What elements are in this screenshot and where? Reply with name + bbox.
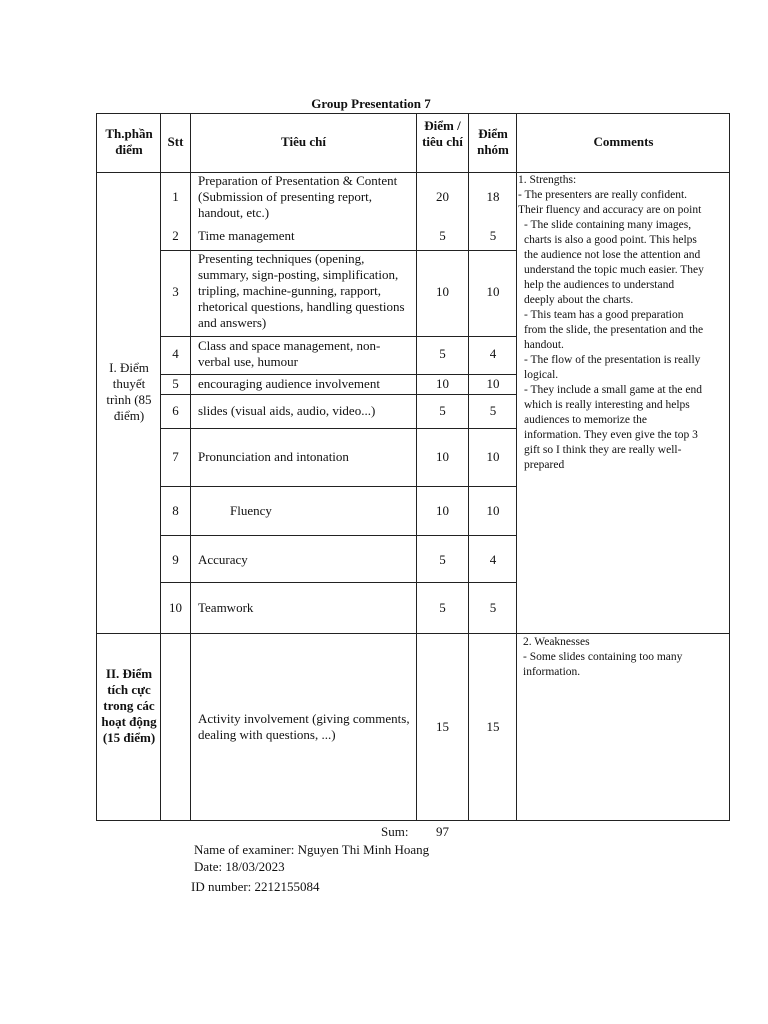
row9-score: 4 (489, 552, 497, 567)
table-border-bottom (96, 820, 730, 821)
row-divider-8-9 (160, 535, 517, 536)
row7-criteria: Pronunciation and intonation (198, 449, 349, 464)
comment-line: understand the topic much easier. They (524, 264, 704, 276)
header-section: Th.phần điểm (105, 126, 153, 157)
row1-criteria: Preparation of Presentation & Content (Submission of presenting report, handout, etc.) (198, 173, 398, 220)
score-table (96, 113, 730, 821)
comment-line: gift so I think they are really well- (524, 444, 682, 456)
col-divider-1 (160, 113, 161, 821)
row9-criteria: Accuracy (198, 552, 248, 567)
section1-label: I. Điểm thuyết trình (85 điểm) (106, 360, 152, 423)
comment-line: information. (523, 666, 581, 678)
comment-line: 2. Weaknesses (523, 636, 590, 648)
row10-max: 5 (439, 600, 446, 615)
row8-score: 10 (486, 503, 500, 518)
comments-strengths (517, 173, 729, 473)
row2-max: 5 (439, 228, 446, 243)
row6-stt: 6 (172, 403, 179, 418)
comment-line: - The slide containing many images, (524, 219, 692, 231)
row10-score: 5 (489, 600, 497, 615)
comment-line: 1. Strengths: (518, 174, 577, 186)
row8-criteria: Fluency (230, 503, 272, 518)
row4-max: 5 (439, 346, 446, 361)
comment-line: help the audiences to understand (524, 279, 675, 291)
row1-stt: 1 (172, 189, 179, 204)
comment-line: handout. (524, 339, 564, 351)
exam-date: Date: 18/03/2023 (194, 859, 285, 874)
section-divider (96, 633, 730, 634)
header-stt: Stt (167, 134, 184, 149)
row7-max: 10 (436, 449, 449, 464)
row4-criteria: Class and space management, non-verbal use, humour (198, 338, 381, 369)
comments-weaknesses (523, 635, 728, 680)
header-comments: Comments (593, 134, 654, 149)
row-divider-5-6 (160, 394, 517, 395)
comment-line: the audience not lose the attention and (524, 249, 701, 261)
comment-line: prepared (524, 459, 565, 471)
header-group-score: Điểm nhóm (477, 126, 509, 157)
table-border-top (96, 113, 730, 114)
row4-score: 4 (489, 346, 497, 361)
row7-stt: 7 (172, 449, 179, 464)
comment-line: - They include a small game at the end (524, 384, 702, 396)
comment-line: audiences to memorize the (524, 414, 647, 426)
row8-max: 10 (436, 503, 449, 518)
row-divider-9-10 (160, 582, 517, 583)
header-max-score: Điểm / tiêu chí (422, 118, 463, 149)
comment-line: information. They even give the top 3 (524, 429, 698, 441)
table-border-right (729, 113, 730, 821)
id-number: ID number: 2212155084 (191, 879, 320, 894)
row5-stt: 5 (172, 376, 179, 391)
comment-line: logical. (524, 369, 559, 381)
row8-stt: 8 (172, 503, 179, 518)
activity-criteria: Activity involvement (giving comments, dealing with questions, ...) (198, 711, 410, 742)
row9-max: 5 (439, 552, 446, 567)
row9-stt: 9 (172, 552, 179, 567)
comment-line: Their fluency and accuracy are on point (518, 204, 702, 216)
row4-stt: 4 (172, 346, 179, 361)
comment-line: deeply about the charts. (524, 294, 634, 306)
sum-label: Sum: (381, 824, 409, 839)
row5-score: 10 (486, 376, 500, 391)
row1-score: 18 (486, 189, 500, 204)
sum-value: 97 (436, 824, 449, 839)
comment-line: - Some slides containing too many (523, 651, 683, 663)
document-title: Group Presentation 7 (311, 96, 431, 111)
row6-criteria: slides (visual aids, audio, video...) (198, 403, 376, 418)
table-border-left (96, 113, 97, 821)
row2-stt: 2 (172, 228, 179, 243)
row-divider-3-4 (160, 336, 517, 337)
row2-criteria: Time management (198, 228, 295, 243)
row-divider-6-7 (160, 428, 517, 429)
row5-max: 10 (436, 376, 449, 391)
row10-criteria: Teamwork (198, 600, 254, 615)
row6-score: 5 (489, 403, 497, 418)
row2-score: 5 (489, 228, 497, 243)
row3-criteria: Presenting techniques (opening, summary, sign-posting, simplification, tripling, machine-gunning, rapport, rhetorical questions, handling questions and answers) (198, 251, 405, 330)
row-divider-7-8 (160, 486, 517, 487)
comment-line: - The flow of the presentation is really (524, 354, 701, 366)
comment-line: which is really interesting and helps (524, 399, 690, 411)
row3-score: 10 (486, 284, 500, 299)
row3-stt: 3 (172, 284, 179, 299)
activity-score: 15 (486, 719, 500, 734)
header-criteria: Tiêu chí (281, 134, 326, 149)
row7-score: 10 (486, 449, 500, 464)
row1-max: 20 (436, 189, 449, 204)
row10-stt: 10 (169, 600, 182, 615)
comment-line: - The presenters are really confident. (518, 189, 688, 201)
col-divider-3 (416, 113, 417, 821)
col-divider-4 (468, 113, 469, 821)
section2-label: II. Điểm tích cực trong các hoạt động (15 điểm) (101, 666, 157, 745)
comment-line: from the slide, the presentation and the (524, 324, 704, 336)
row-divider-4-5 (160, 374, 517, 375)
activity-max: 15 (436, 719, 449, 734)
comment-line: charts is also a good point. This helps (524, 234, 697, 246)
row6-max: 5 (439, 403, 446, 418)
col-divider-2 (190, 113, 191, 821)
comment-line: - This team has a good preparation (524, 309, 684, 321)
row5-criteria: encouraging audience involvement (198, 376, 380, 391)
examiner-name: Name of examiner: Nguyen Thi Minh Hoang (194, 842, 430, 857)
row3-max: 10 (436, 284, 449, 299)
